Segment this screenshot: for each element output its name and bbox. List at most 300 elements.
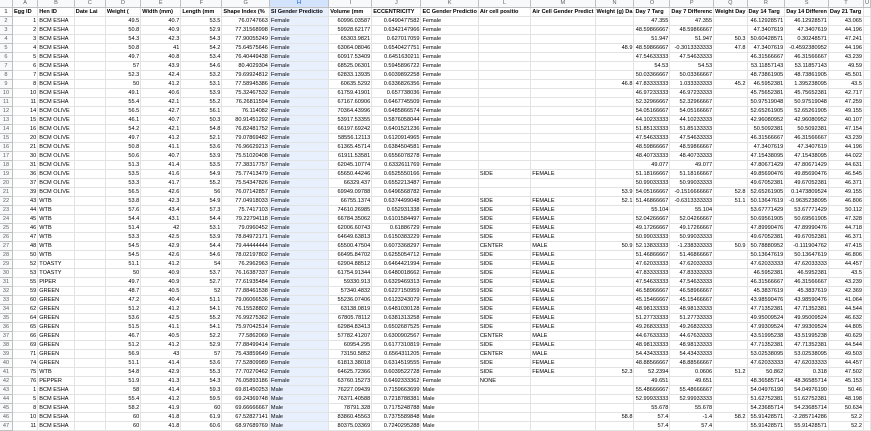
cell[interactable] xyxy=(863,188,870,197)
cell[interactable]: 62904.88512 xyxy=(329,260,372,269)
cell[interactable] xyxy=(531,53,595,62)
cell[interactable] xyxy=(74,152,105,161)
cell[interactable]: 46.31566667 xyxy=(785,134,829,143)
cell[interactable] xyxy=(478,53,530,62)
cell[interactable]: 50.8 xyxy=(105,26,140,35)
row-number[interactable]: 13 xyxy=(0,116,12,125)
cell[interactable]: 54.4 xyxy=(105,215,140,224)
cell[interactable]: 55.104 xyxy=(634,206,670,215)
cell[interactable]: 0.6336826356 xyxy=(372,80,421,89)
cell[interactable]: 52.65261905 xyxy=(785,107,829,116)
cell[interactable]: Female xyxy=(269,35,328,44)
cell[interactable]: SIDE xyxy=(478,278,530,287)
cell[interactable]: 47.99309524 xyxy=(747,323,785,332)
cell[interactable] xyxy=(478,413,530,422)
cell[interactable] xyxy=(74,368,105,377)
cell[interactable]: -0.6313333333 xyxy=(670,197,714,206)
column-letter-p[interactable]: P xyxy=(670,0,714,8)
column-letter-r[interactable]: R xyxy=(747,0,785,8)
cell[interactable]: 51.62752381 xyxy=(785,395,829,404)
cell[interactable]: -0.3013333333 xyxy=(670,44,714,53)
cell[interactable] xyxy=(863,161,870,170)
cell[interactable]: Female xyxy=(269,377,328,386)
cell[interactable]: 42.96080952 xyxy=(785,116,829,125)
header-cell[interactable]: Day 7 Differenc xyxy=(671,9,713,15)
cell[interactable]: 48.59866667 xyxy=(635,45,669,51)
cell[interactable]: FEMALE xyxy=(531,305,595,314)
cell[interactable]: 45.15466667 xyxy=(670,296,714,305)
cell[interactable]: 56 xyxy=(181,188,222,197)
cell[interactable] xyxy=(714,17,747,26)
row-number[interactable]: 37 xyxy=(0,332,12,341)
cell[interactable]: 44.022 xyxy=(828,152,863,161)
cell[interactable] xyxy=(714,125,747,134)
cell[interactable] xyxy=(74,287,105,296)
cell[interactable]: 53.6 xyxy=(181,359,222,368)
cell[interactable]: 61365.45714 xyxy=(329,143,372,152)
cell[interactable] xyxy=(714,233,747,242)
cell[interactable]: 44.457 xyxy=(828,260,863,269)
cell[interactable]: 43.4 xyxy=(141,206,181,215)
cell[interactable]: 42.96080952 xyxy=(747,116,785,125)
cell[interactable]: Female xyxy=(269,143,328,152)
cell[interactable] xyxy=(863,242,870,251)
cell[interactable]: 54.43433333 xyxy=(635,351,669,357)
cell[interactable]: 54.23685714 xyxy=(747,404,785,413)
cell[interactable]: Female xyxy=(269,125,328,134)
row-number[interactable]: 19 xyxy=(0,170,12,179)
cell[interactable]: 42.9 xyxy=(141,368,181,377)
row-number[interactable]: 26 xyxy=(0,233,12,242)
cell[interactable] xyxy=(531,62,595,71)
cell[interactable]: 47.241 xyxy=(828,35,863,44)
cell[interactable]: 48.98133333 xyxy=(670,341,714,350)
cell[interactable]: 54.5 xyxy=(105,251,140,260)
header-cell[interactable]: ECCENTRICITY xyxy=(372,8,421,17)
cell[interactable]: WTB xyxy=(38,242,75,251)
cell[interactable]: 77.5862069 xyxy=(222,332,270,341)
cell[interactable]: 75.43859649 xyxy=(222,350,270,359)
cell[interactable]: 50.99033333 xyxy=(635,180,669,186)
cell[interactable]: 54.8 xyxy=(105,368,140,377)
column-letter-a[interactable]: A xyxy=(12,0,37,8)
cell[interactable]: 50.69561905 xyxy=(747,215,785,224)
cell[interactable]: BCM OLIVE xyxy=(38,125,75,134)
cell[interactable] xyxy=(595,296,634,305)
cell[interactable] xyxy=(714,134,747,143)
cell[interactable] xyxy=(595,332,634,341)
cell[interactable]: BCM OLIVE xyxy=(38,107,75,116)
cell[interactable]: 57 xyxy=(181,350,222,359)
cell[interactable]: 49.155 xyxy=(828,107,863,116)
cell[interactable]: 21 xyxy=(12,143,37,152)
cell[interactable]: GREEN xyxy=(38,332,75,341)
header-cell[interactable]: Width (mm) xyxy=(141,8,181,17)
cell[interactable] xyxy=(478,161,530,170)
cell[interactable]: BCM ESHA xyxy=(38,413,75,422)
cell[interactable] xyxy=(863,170,870,179)
cell[interactable]: 40.629 xyxy=(828,332,863,341)
cell[interactable]: 53.02538095 xyxy=(747,350,785,359)
cell[interactable]: 43.065 xyxy=(828,17,863,26)
cell[interactable]: 47.355 xyxy=(634,17,670,26)
cell[interactable]: 78.02197802 xyxy=(222,251,270,260)
cell[interactable]: 51.1 xyxy=(181,296,222,305)
cell[interactable]: Female xyxy=(269,296,328,305)
cell[interactable]: MALE xyxy=(531,332,595,341)
cell[interactable]: 50.99033333 xyxy=(635,234,669,240)
cell[interactable]: BCM ESHA xyxy=(38,395,75,404)
cell[interactable] xyxy=(863,386,870,395)
cell[interactable]: GREEN xyxy=(38,323,75,332)
cell[interactable]: 46.7 xyxy=(105,332,140,341)
cell[interactable]: 42.717 xyxy=(828,89,863,98)
cell[interactable]: 43.239 xyxy=(828,278,863,287)
cell[interactable] xyxy=(74,179,105,188)
cell[interactable] xyxy=(478,404,530,413)
column-letter-u[interactable]: U xyxy=(864,0,869,6)
header-cell[interactable] xyxy=(863,8,870,17)
cell[interactable]: 57.4 xyxy=(634,422,670,431)
row-number[interactable]: 7 xyxy=(0,62,12,71)
cell[interactable]: 44.10233333 xyxy=(670,116,714,125)
cell[interactable]: 62045.10774 xyxy=(329,161,372,170)
cell[interactable]: 51.1 xyxy=(105,359,140,368)
cell[interactable]: 41.4 xyxy=(141,359,181,368)
cell[interactable]: 76.114082 xyxy=(222,107,270,116)
cell[interactable]: 0.6481030128 xyxy=(372,305,421,314)
cell[interactable] xyxy=(74,404,105,413)
cell[interactable]: 47.80671429 xyxy=(747,161,785,170)
cell[interactable]: 40.6 xyxy=(141,89,181,98)
cell[interactable]: 47.54633333 xyxy=(635,54,669,60)
row-number[interactable]: 30 xyxy=(0,269,12,278)
cell[interactable]: 42.1 xyxy=(141,125,181,134)
cell[interactable]: 54.5 xyxy=(105,242,140,251)
cell[interactable]: Female xyxy=(269,314,328,323)
cell[interactable]: 66197.69242 xyxy=(329,125,372,134)
cell[interactable]: 46.12928571 xyxy=(785,17,829,26)
cell[interactable] xyxy=(595,134,634,143)
cell[interactable]: 50.46 xyxy=(828,386,863,395)
cell[interactable] xyxy=(74,53,105,62)
cell[interactable] xyxy=(714,314,747,323)
cell[interactable]: Female xyxy=(421,269,478,278)
cell[interactable]: 50.13647619 xyxy=(747,251,785,260)
cell[interactable]: 41.2 xyxy=(141,134,181,143)
cell[interactable] xyxy=(863,296,870,305)
cell[interactable]: 54.4 xyxy=(181,215,222,224)
cell[interactable]: 46.371 xyxy=(828,233,863,242)
cell[interactable]: 60954.295 xyxy=(329,341,372,350)
cell[interactable]: 76.99275362 xyxy=(222,314,270,323)
cell[interactable] xyxy=(74,332,105,341)
cell[interactable]: 52.2394 xyxy=(634,368,670,377)
cell[interactable]: FEMALE xyxy=(531,260,595,269)
header-cell[interactable]: Volume (mm xyxy=(329,8,372,17)
header-cell[interactable]: Egg ID xyxy=(12,8,37,17)
cell[interactable]: 47.15438095 xyxy=(747,152,785,161)
cell[interactable]: 54.1 xyxy=(181,323,222,332)
column-letter-g[interactable]: G xyxy=(222,0,270,8)
cell[interactable]: 49.26833333 xyxy=(635,324,669,330)
cell[interactable] xyxy=(74,161,105,170)
cell[interactable]: 47.3407619 xyxy=(747,44,785,53)
cell[interactable] xyxy=(531,404,595,413)
header-cell[interactable]: Air cell positio xyxy=(478,8,530,17)
cell[interactable] xyxy=(531,143,595,152)
cell[interactable] xyxy=(863,125,870,134)
column-letter-l[interactable]: L xyxy=(478,0,530,8)
cell[interactable]: 0.6101584497 xyxy=(372,215,421,224)
cell[interactable]: 79.0960452 xyxy=(222,224,270,233)
cell[interactable]: 52 xyxy=(181,287,222,296)
cell[interactable]: 57 xyxy=(105,62,140,71)
cell[interactable] xyxy=(863,332,870,341)
cell[interactable]: 46.31566667 xyxy=(785,53,829,62)
cell[interactable]: 77.38317757 xyxy=(222,161,270,170)
cell[interactable]: 54.9 xyxy=(181,197,222,206)
cell[interactable]: 46.12928571 xyxy=(747,17,785,26)
cell[interactable] xyxy=(863,134,870,143)
header-cell[interactable]: Day 7 Targ xyxy=(634,8,670,17)
cell[interactable]: 0.6120914965 xyxy=(372,134,421,143)
cell[interactable]: 49.077 xyxy=(634,161,670,170)
cell[interactable]: 60 xyxy=(105,413,140,422)
cell[interactable] xyxy=(478,134,530,143)
cell[interactable] xyxy=(531,422,595,431)
cell[interactable]: Female xyxy=(421,305,478,314)
cell[interactable] xyxy=(74,413,105,422)
row-number[interactable]: 16 xyxy=(0,143,12,152)
cell[interactable]: BCM ESHA xyxy=(38,17,75,26)
cell[interactable] xyxy=(478,188,530,197)
cell[interactable]: MALE xyxy=(531,242,595,251)
cell[interactable]: Male xyxy=(421,395,478,404)
cell[interactable]: 58.2 xyxy=(714,413,747,422)
cell[interactable]: 20 xyxy=(12,134,37,143)
row-number[interactable]: 22 xyxy=(0,197,12,206)
cell[interactable] xyxy=(863,395,870,404)
cell[interactable]: 0.6564311205 xyxy=(372,350,421,359)
cell[interactable] xyxy=(714,350,747,359)
cell[interactable]: Female xyxy=(421,242,478,251)
cell[interactable]: SIDE xyxy=(478,368,530,377)
cell[interactable] xyxy=(863,341,870,350)
cell[interactable]: 63138.0819 xyxy=(329,305,372,314)
cell[interactable] xyxy=(531,116,595,125)
cell[interactable] xyxy=(714,386,747,395)
cell[interactable]: 7 xyxy=(12,71,37,80)
cell[interactable]: 75.97042514 xyxy=(222,323,270,332)
cell[interactable] xyxy=(531,98,595,107)
cell[interactable]: BCM ESHA xyxy=(38,26,75,35)
cell[interactable]: 53.67771429 xyxy=(747,206,785,215)
cell[interactable] xyxy=(74,305,105,314)
cell[interactable]: Female xyxy=(269,71,328,80)
cell[interactable]: GREEN xyxy=(38,350,75,359)
cell[interactable]: 50.97519048 xyxy=(785,98,829,107)
header-cell[interactable]: SI Gender Predictio xyxy=(269,8,328,17)
cell[interactable] xyxy=(478,89,530,98)
cell[interactable]: BCM ESHA xyxy=(38,44,75,53)
cell[interactable] xyxy=(595,305,634,314)
cell[interactable]: 51.2 xyxy=(105,305,140,314)
cell[interactable]: 54.05166667 xyxy=(635,108,669,114)
cell[interactable]: 10 xyxy=(12,89,37,98)
cell[interactable]: 49.67052381 xyxy=(747,233,785,242)
cell[interactable]: 69.81450253 xyxy=(222,386,270,395)
cell[interactable]: 40.5 xyxy=(141,287,181,296)
cell[interactable]: 57.6 xyxy=(105,206,140,215)
cell[interactable]: Female xyxy=(269,44,328,53)
row-number[interactable]: 47 xyxy=(0,422,12,431)
cell[interactable]: 51.46866667 xyxy=(670,251,714,260)
cell[interactable] xyxy=(478,152,530,161)
cell[interactable] xyxy=(74,251,105,260)
column-letter-n[interactable]: N xyxy=(595,0,634,8)
cell[interactable]: 80375.03369 xyxy=(329,422,372,431)
cell[interactable]: 54.53 xyxy=(670,62,714,71)
cell[interactable]: 50 xyxy=(12,251,37,260)
cell[interactable] xyxy=(478,17,530,26)
cell[interactable]: 40.5 xyxy=(141,332,181,341)
cell[interactable]: 79.07869482 xyxy=(222,134,270,143)
cell[interactable]: BCM ESHA xyxy=(38,62,75,71)
row-number[interactable]: 46 xyxy=(0,413,12,422)
cell[interactable]: FEMALE xyxy=(531,314,595,323)
cell[interactable]: 46.5952381 xyxy=(747,80,785,89)
cell[interactable] xyxy=(74,341,105,350)
cell[interactable]: Female xyxy=(421,179,478,188)
cell[interactable]: 44.196 xyxy=(828,143,863,152)
cell[interactable]: Female xyxy=(421,314,478,323)
cell[interactable]: 0.6525550166 xyxy=(372,170,421,179)
cell[interactable]: 50 xyxy=(105,80,140,89)
cell[interactable] xyxy=(714,152,747,161)
cell[interactable]: 43.239 xyxy=(828,53,863,62)
cell[interactable] xyxy=(478,395,530,404)
cell[interactable]: 56.1 xyxy=(181,107,222,116)
cell[interactable]: 47.62033333 xyxy=(785,260,829,269)
cell[interactable] xyxy=(595,125,634,134)
cell[interactable]: Female xyxy=(421,152,478,161)
cell[interactable]: 60 xyxy=(105,422,140,431)
cell[interactable]: 61911.53581 xyxy=(329,152,372,161)
cell[interactable]: Female xyxy=(269,53,328,62)
row-number[interactable]: 41 xyxy=(0,368,12,377)
cell[interactable] xyxy=(74,359,105,368)
cell[interactable]: 69.66666667 xyxy=(222,404,270,413)
header-cell[interactable]: Weight (g) Da xyxy=(596,9,633,15)
header-cell[interactable]: Day 14 Differen xyxy=(786,9,827,15)
row-number[interactable]: 2 xyxy=(0,17,12,26)
row-number[interactable]: 10 xyxy=(0,89,12,98)
cell[interactable] xyxy=(595,215,634,224)
cell[interactable]: 52.65261905 xyxy=(747,188,785,197)
cell[interactable]: 77.52809989 xyxy=(222,359,270,368)
cell[interactable] xyxy=(863,350,870,359)
cell[interactable]: 49.651 xyxy=(634,377,670,386)
cell[interactable]: 44.196 xyxy=(828,44,863,53)
cell[interactable]: PIPER xyxy=(38,278,75,287)
cell[interactable] xyxy=(595,17,634,26)
cell[interactable]: SIDE xyxy=(478,170,530,179)
cell[interactable] xyxy=(714,179,747,188)
cell[interactable]: 42.369 xyxy=(828,287,863,296)
cell[interactable]: 44.67633333 xyxy=(635,333,669,339)
cell[interactable]: 54 xyxy=(181,260,222,269)
cell[interactable]: BCM OLIVE xyxy=(38,170,75,179)
cell[interactable] xyxy=(863,26,870,35)
cell[interactable]: BCM OLIVE xyxy=(38,116,75,125)
cell[interactable]: -1.4 xyxy=(670,413,714,422)
row-number[interactable]: 32 xyxy=(0,287,12,296)
cell[interactable]: 74610.26985 xyxy=(329,206,372,215)
cell[interactable] xyxy=(863,80,870,89)
cell[interactable] xyxy=(863,323,870,332)
cell[interactable]: 67167.60906 xyxy=(329,98,372,107)
cell[interactable]: 53.6 xyxy=(105,314,140,323)
cell[interactable]: Female xyxy=(421,98,478,107)
cell[interactable]: 61.9 xyxy=(181,413,222,422)
cell[interactable] xyxy=(74,278,105,287)
cell[interactable] xyxy=(595,116,634,125)
cell[interactable]: 48.59866667 xyxy=(635,144,669,150)
cell[interactable]: WTB xyxy=(38,215,75,224)
cell[interactable] xyxy=(531,134,595,143)
cell[interactable]: 0.6314519555 xyxy=(372,359,421,368)
cell[interactable]: 41.2 xyxy=(141,80,181,89)
row-number[interactable]: 29 xyxy=(0,260,12,269)
header-cell[interactable]: Day 14 Targ xyxy=(747,8,785,17)
cell[interactable] xyxy=(74,188,105,197)
cell[interactable] xyxy=(714,305,747,314)
cell[interactable]: 47.415 xyxy=(828,242,863,251)
cell[interactable]: 63064.08046 xyxy=(329,44,372,53)
cell[interactable]: 36 xyxy=(12,170,37,179)
cell[interactable]: 0.627017059 xyxy=(372,35,421,44)
cell[interactable]: 54.8 xyxy=(181,125,222,134)
cell[interactable]: 50.78880952 xyxy=(747,242,785,251)
cell[interactable]: 47.83333333 xyxy=(635,81,669,87)
cell[interactable]: 69 xyxy=(12,341,37,350)
cell[interactable] xyxy=(74,350,105,359)
cell[interactable]: 0.6485866574 xyxy=(372,107,421,116)
cell[interactable]: 51.85133333 xyxy=(635,126,669,132)
cell[interactable]: 50.5092381 xyxy=(785,125,829,134)
cell[interactable] xyxy=(74,296,105,305)
header-cell[interactable]: EC Gender Predictio xyxy=(422,9,477,15)
cell[interactable]: 48.7 xyxy=(105,287,140,296)
column-letter-f[interactable]: F xyxy=(181,0,222,8)
cell[interactable]: 76.05893186 xyxy=(222,377,270,386)
row-number[interactable]: 33 xyxy=(0,296,12,305)
cell[interactable]: 53.5 xyxy=(181,17,222,26)
cell[interactable]: 50.8 xyxy=(105,44,140,53)
cell[interactable]: 44 xyxy=(12,206,37,215)
cell[interactable] xyxy=(863,314,870,323)
cell[interactable]: 47.15438095 xyxy=(785,152,829,161)
cell[interactable] xyxy=(74,206,105,215)
cell[interactable] xyxy=(531,17,595,26)
cell[interactable]: 54.53 xyxy=(634,62,670,71)
cell[interactable] xyxy=(74,197,105,206)
cell[interactable]: 49.7 xyxy=(105,53,140,62)
cell[interactable]: Female xyxy=(269,62,328,71)
cell[interactable] xyxy=(74,80,105,89)
cell[interactable]: 42.5 xyxy=(141,233,181,242)
